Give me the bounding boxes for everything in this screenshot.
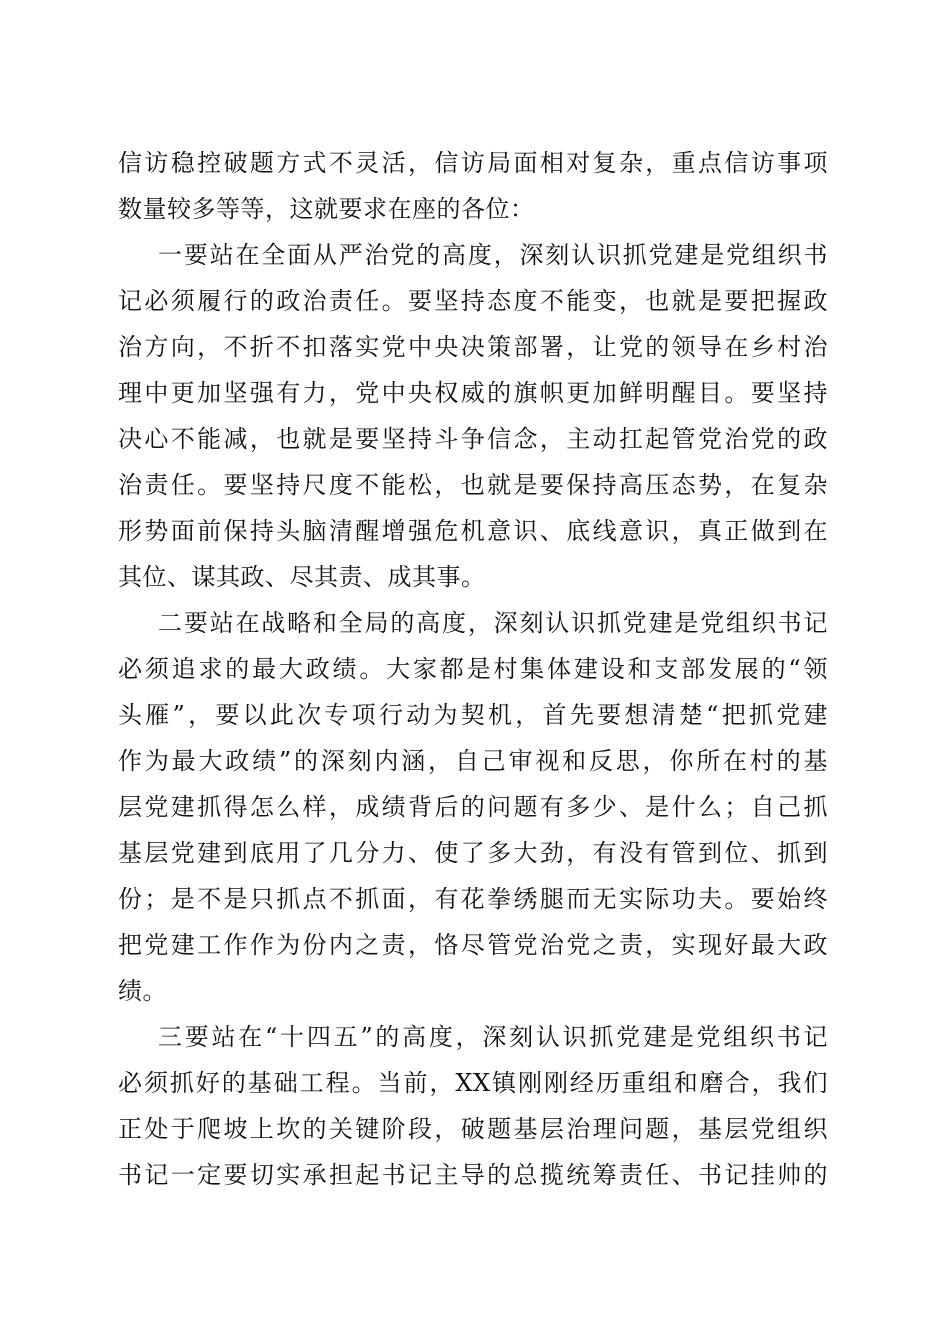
text-line: 信访稳控破题方式不灵活，信访局面相对复杂，重点信访事项 — [118, 149, 828, 177]
text-line: 形势面前保持头脑清醒增强危机意识、底线意识，真正做到在 — [118, 517, 828, 545]
text-line: 绩。 — [118, 977, 167, 1005]
text-line: 必须追求的最大政绩。大家都是村集体建设和支部发展的“领 — [118, 655, 828, 683]
text-line: 层党建抓得怎么样，成绩背后的问题有多少、是什么；自己抓 — [118, 793, 828, 821]
text-line: 治责任。要坚持尺度不能松，也就是要保持高压态势，在复杂 — [118, 471, 828, 499]
text-line: 记必须履行的政治责任。要坚持态度不能变，也就是要把握政 — [118, 287, 828, 315]
text-line: 书记一定要切实承担起书记主导的总揽统筹责任、书记挂帅的 — [118, 1161, 828, 1189]
text-line: 数量较多等等，这就要求在座的各位： — [118, 195, 535, 223]
text-line: 头雁”，要以此次专项行动为契机，首先要想清楚“把抓党建 — [118, 701, 828, 729]
text-line: 作为最大政绩”的深刻内涵，自己审视和反思，你所在村的基 — [118, 747, 828, 775]
text-line: 其位、谋其政、尽其责、成其事。 — [118, 563, 486, 591]
document-body — [118, 140, 828, 1198]
text-line: 理中更加坚强有力，党中央权威的旗帜更加鲜明醒目。要坚持 — [118, 379, 828, 407]
text-line: 一要站在全面从严治党的高度，深刻认识抓党建是党组织书 — [158, 241, 828, 269]
text-line: 决心不能减，也就是要坚持斗争信念，主动扛起管党治党的政 — [118, 425, 828, 453]
text-line: 基层党建到底用了几分力、使了多大劲，有没有管到位、抓到 — [118, 839, 828, 867]
text-line: 三要站在“十四五”的高度，深刻认识抓党建是党组织书记 — [158, 1023, 828, 1051]
text-line: 二要站在战略和全局的高度，深刻认识抓党建是党组织书记 — [158, 609, 828, 637]
text-line: 治方向，不折不扣落实党中央决策部署，让党的领导在乡村治 — [118, 333, 828, 361]
text-line: 正处于爬坡上坎的关键阶段，破题基层治理问题，基层党组织 — [118, 1115, 828, 1143]
text-line: 份；是不是只抓点不抓面，有花拳绣腿而无实际功夫。要始终 — [118, 885, 828, 913]
text-line: 把党建工作作为份内之责，恪尽管党治党之责，实现好最大政 — [118, 931, 828, 959]
text-line: 必须抓好的基础工程。当前，XX镇刚刚经历重组和磨合，我们 — [118, 1069, 828, 1097]
